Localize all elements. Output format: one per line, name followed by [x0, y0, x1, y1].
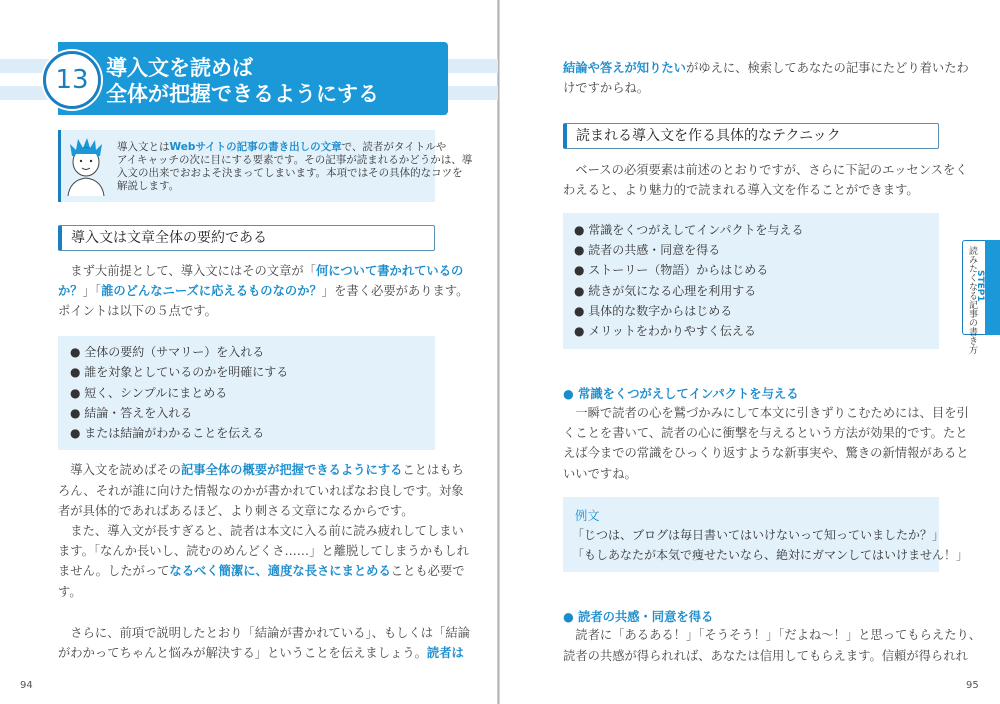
text-line: [58, 301, 217, 321]
example-label: 例文: [575, 509, 600, 523]
text-line: [58, 582, 82, 602]
bullet-icon: ●: [70, 405, 85, 420]
text-segment: 読者に「あるある！」「そうそう！」「だよね〜！」と思ってもらえたり、: [563, 628, 982, 642]
chapter-step: STEP1: [975, 270, 985, 302]
text-segment: また、導入文が長すぎると、読者は本文に入る前に読み疲れしてしまい: [58, 524, 464, 538]
subheading-impact: ● 常識をくつがえしてインパクトを与える: [563, 387, 799, 401]
book-gutter: [497, 0, 500, 704]
text-segment: ことも必要で: [390, 564, 465, 578]
subheading-text: 読者の共感・同意を得る: [578, 610, 714, 624]
list-item-text: メリットをわかりやすく伝える: [588, 324, 756, 338]
text-segment: えば今までの常識をひっくり返すような新事実や、驚きの新情報があると: [563, 446, 969, 460]
list-item-text: 続きが気になる心理を利用する: [588, 283, 757, 298]
section-title-line: 全体が把握できるようにする: [106, 82, 379, 106]
text-segment: けですからね。: [563, 81, 650, 95]
highlighted-text: なるべく簡潔に、適度な長さにまとめる: [169, 564, 391, 578]
text-segment: さらに、前項で説明したとおり「結論が書かれている」、もしくは「結論: [58, 626, 470, 640]
right-page: [500, 0, 1000, 704]
text-line: [117, 178, 179, 193]
text-segment: 読者の共感が得られれば、あなたは信用してもらえます。信頼が得られれ: [563, 649, 968, 663]
text-segment: 解説します。: [117, 180, 180, 192]
list-item-text: 短く、シンプルにまとめる: [84, 385, 228, 400]
bullet-icon: ●: [574, 263, 589, 278]
text-line: [563, 625, 981, 645]
text-segment: がゆえに、検索してあなたの記事にたどり着いたわ: [685, 61, 969, 75]
page-number-left: 94: [20, 680, 33, 691]
text-segment: がわかってちゃんと悩みが解決する」ということを伝えましょう。: [58, 646, 427, 660]
highlighted-text: 記事全体の概要が把握できるようにする: [180, 463, 403, 477]
text-segment: アイキャッチの次に目にする要素です。その記事が読まれるかどうかは、導: [117, 154, 473, 166]
text-line: [563, 646, 968, 666]
list-item-text: 誰を対象としているのかを明確にする: [84, 365, 289, 380]
text-line: [58, 541, 469, 561]
text-segment: す。: [58, 585, 82, 599]
page-number-right: 95: [966, 680, 979, 691]
bullet-icon: ●: [574, 283, 589, 298]
text-segment: ことはもち: [402, 463, 464, 477]
text-segment: まず大前提として、導入文にはその文章が「: [58, 264, 316, 278]
list-item-text: または結論がわかることを伝える: [84, 426, 265, 441]
text-segment: いいですね。: [563, 467, 637, 481]
chapter-title: 読みたくなる記事の書き方: [967, 246, 977, 354]
subheading-text: 常識をくつがえしてインパクトを与える: [578, 387, 799, 401]
list-item: [70, 342, 264, 362]
text-segment: 導入文を読めばその: [58, 463, 181, 477]
text-line: [58, 261, 463, 281]
text-line: [58, 561, 465, 581]
text-line: [58, 460, 464, 480]
list-item-text: 具体的な数字からはじめる: [588, 303, 733, 318]
list-item-text: 読者の共感・同意を得る: [588, 243, 721, 258]
text-segment: ません。したがって: [58, 564, 170, 578]
list-item-text: 結論・答えを入れる: [84, 405, 193, 420]
text-line: [563, 58, 969, 78]
text-segment: 導入文とは: [117, 141, 170, 153]
section-number: 13: [43, 51, 101, 109]
list-item-text: 常識をくつがえしてインパクトを与える: [588, 223, 804, 237]
highlighted-text: Webサイトの記事の書き出しの文章: [169, 141, 342, 153]
text-segment: ろん、それが誰に向けた情報なのかが書かれていればなお良しです。対象: [58, 484, 464, 498]
text-segment: ベースの必須要素は前述のとおりですが、さらに下記のエッセンスをく: [563, 163, 968, 177]
list-item-text: ストーリー（物語）からはじめる: [588, 263, 769, 278]
highlighted-text: 誰のどんなニーズに応えるものなのか？: [101, 284, 322, 298]
section-title-line: 導入文を読めば: [106, 56, 253, 80]
list-item: [70, 383, 227, 403]
text-line: [58, 481, 464, 501]
list-item: [574, 240, 720, 260]
text-segment: 」「: [82, 284, 102, 298]
text-segment: くことを書いて、読者の心に衝撃を与えるという方法が効果的です。たと: [563, 426, 968, 440]
text-line: [58, 643, 464, 663]
list-item: [70, 362, 288, 382]
text-line: [563, 180, 919, 200]
bullet-icon: ●: [70, 345, 85, 359]
text-line: [563, 443, 969, 463]
text-segment: で、読者がタイトルや: [341, 141, 447, 153]
list-item: [574, 321, 756, 341]
bullet-icon: ●: [574, 303, 589, 318]
heading-summary: 導入文は文章全体の要約である: [58, 225, 435, 251]
text-line: [563, 160, 968, 180]
example-sentence: 「じつは、ブログは毎日書いてはいけないって知っていましたか？」: [572, 528, 945, 542]
list-item: [574, 281, 756, 301]
text-segment: わえると、より魅力的で読まれる導入文を作ることができます。: [563, 183, 919, 197]
bullet-icon: ●: [70, 385, 85, 400]
text-line: [58, 281, 468, 301]
highlighted-text: 何について書かれているの: [316, 264, 464, 278]
highlighted-text: 読者は: [426, 646, 464, 660]
text-segment: 」を書く必要があります。: [321, 284, 469, 298]
text-line: [58, 521, 464, 541]
list-item-text: 全体の要約（サマリー）を入れる: [84, 345, 265, 359]
text-line: [563, 423, 968, 443]
character-illustration-icon: [64, 136, 110, 198]
bullet-icon: ●: [70, 365, 85, 380]
list-item: [574, 260, 768, 280]
text-segment: ポイントは以下の５点です。: [58, 304, 217, 318]
list-item: [70, 403, 192, 423]
bullet-icon: ●: [574, 324, 589, 338]
text-line: [563, 403, 969, 423]
text-segment: 一瞬で読者の心を鷲づかみにして本文に引きずりこむためには、目を引: [563, 406, 969, 420]
list-item: [574, 301, 732, 321]
highlighted-text: 結論や答えが知りたい: [563, 61, 686, 75]
example-sentence: 「もしあなたが本気で痩せたいなら、絶対にガマンしてはいけません！」: [572, 548, 969, 562]
chapter-side-strip: [985, 240, 1000, 335]
highlighted-text: か？: [58, 284, 83, 298]
heading-techniques: 読まれる導入文を作る具体的なテクニック: [563, 123, 939, 149]
list-item: [574, 220, 803, 240]
text-line: [563, 78, 649, 98]
text-segment: ます。「なんか長いし、読むのめんどくさ……」と離脱してしまうかもしれ: [58, 544, 469, 558]
bullet-icon: ●: [574, 243, 589, 258]
bullet-icon: ●: [574, 223, 589, 237]
bullet-icon: ●: [70, 426, 85, 441]
text-segment: 入文の出来でおおよそ決まってしまいます。本項ではその具体的なコツを: [117, 167, 463, 179]
list-item: [70, 423, 264, 443]
text-line: [563, 464, 637, 484]
subheading-empathy: ● 読者の共感・同意を得る: [563, 610, 714, 624]
text-line: [58, 623, 470, 643]
text-line: [58, 501, 414, 521]
text-segment: 者が具体的であればあるほど、より刺さる文章になるからです。: [58, 504, 414, 518]
